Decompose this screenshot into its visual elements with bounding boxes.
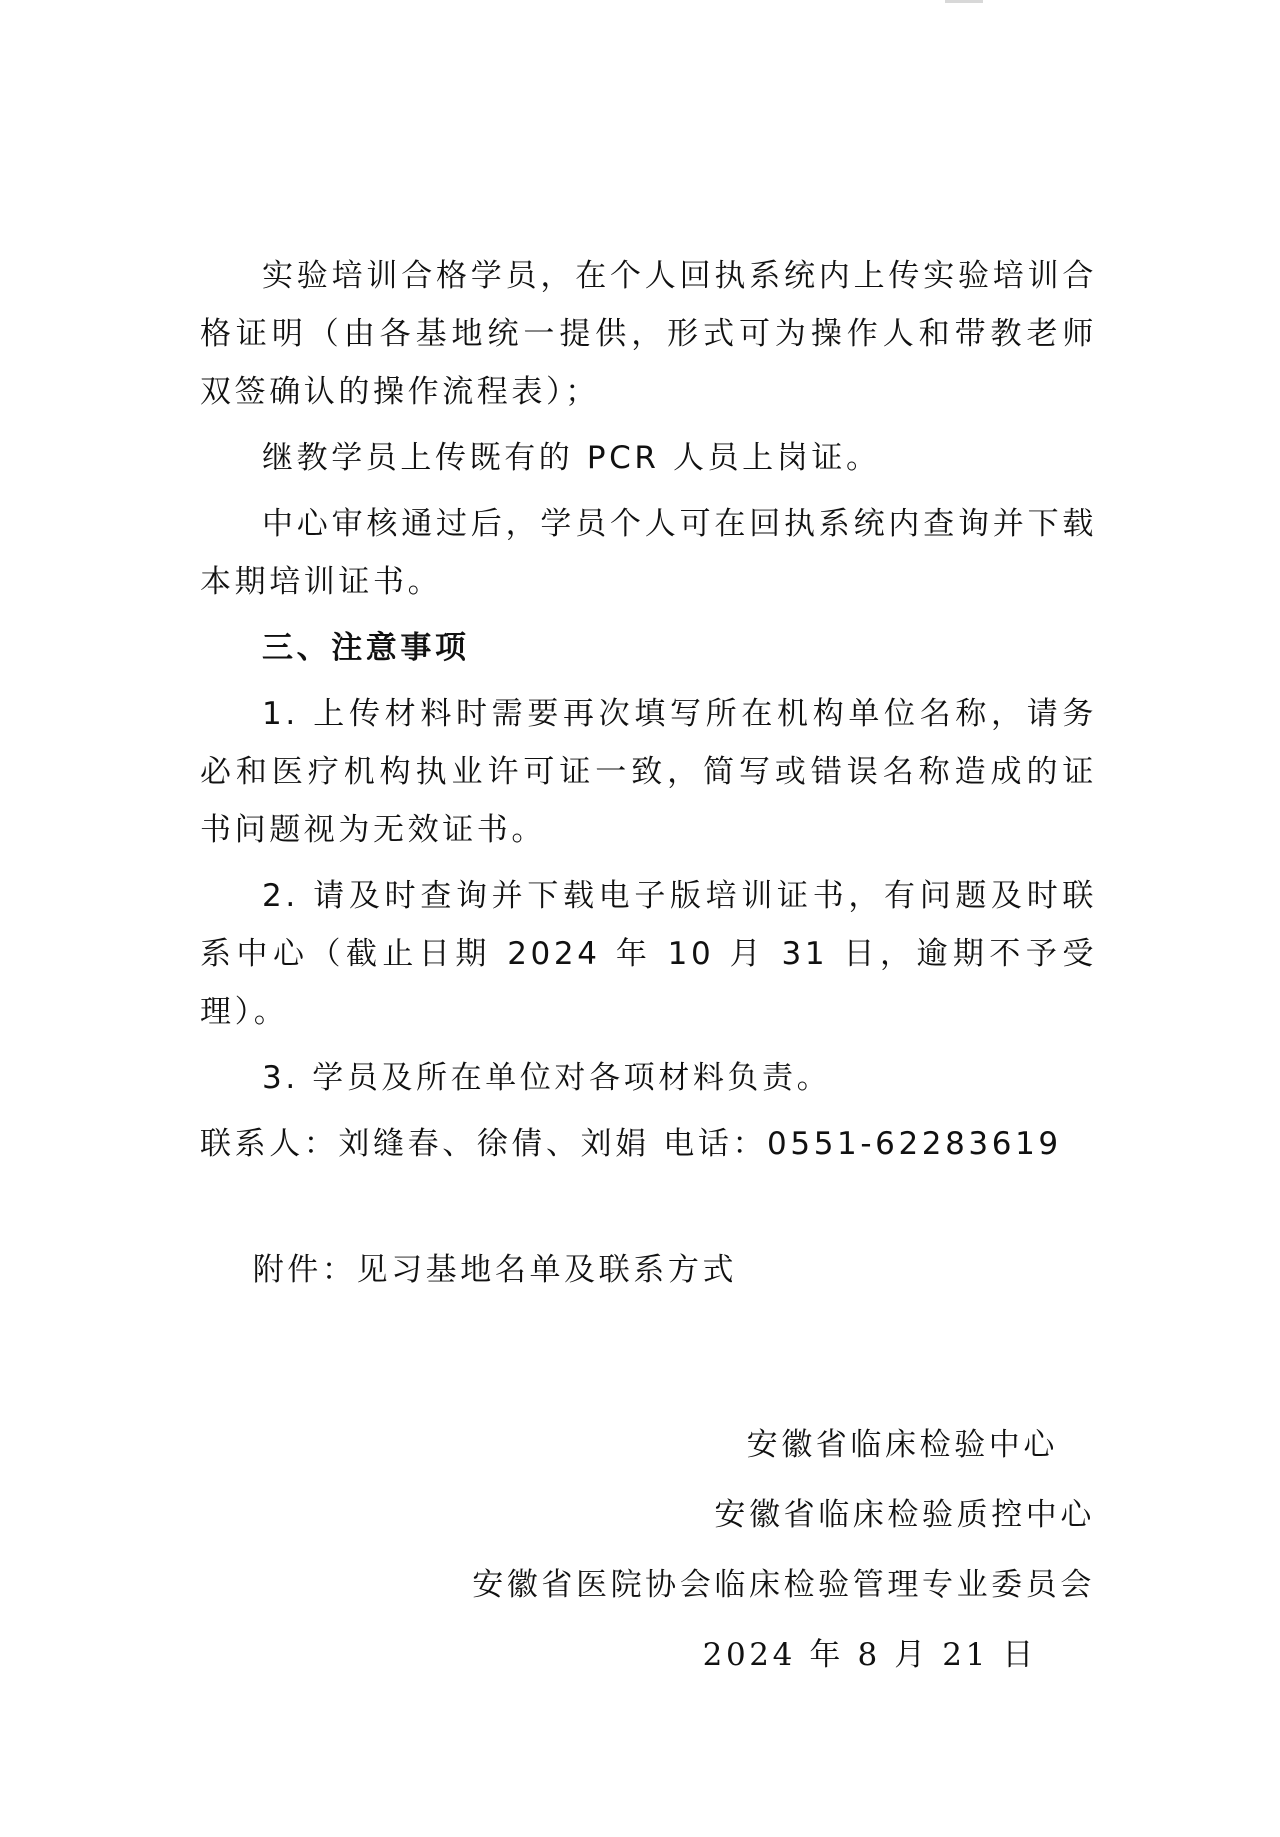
document-body: [200, 247, 1097, 1299]
notice-item-1: 1. 上传材料时需要再次填写所在机构单位名称，请务必和医疗机构执业许可证一致，简写或错误名称造成的证书问题视为无效证书。: [200, 696, 1097, 848]
paragraph-continuing-education: 继教学员上传既有的 PCR 人员上岗证。: [262, 440, 881, 476]
signature-date: 2024 年 8 月 21 日: [702, 1637, 1037, 1673]
signature-org-quality-control-center: 安徽省临床检验质控中心: [714, 1497, 1095, 1533]
paragraph-certificate-upload: 实验培训合格学员，在个人回执系统内上传实验培训合格证明（由各基地统一提供，形式可为操作人和带教老师双签确认的操作流程表）；: [200, 258, 1097, 410]
contact-line: 联系人：刘缝春、徐倩、刘娟 电话：0551-62283619: [200, 1126, 1062, 1162]
attachment-line: 附件：见习基地名单及联系方式: [252, 1252, 738, 1288]
signature-block: [395, 1416, 1095, 1684]
notice-item-3: 3. 学员及所在单位对各项材料负责。: [262, 1060, 832, 1096]
notice-item-2: 2. 请及时查询并下载电子版培训证书，有问题及时联系中心（截止日期 2024 年 10 月 31 日，逾期不予受理）。: [200, 878, 1097, 1030]
paragraph-review-download: 中心审核通过后，学员个人可在回执系统内查询并下载本期培训证书。: [200, 506, 1097, 600]
signature-org-hospital-association: 安徽省医院协会临床检验管理专业委员会: [472, 1567, 1095, 1603]
scan-mark: [945, 0, 983, 3]
signature-org-clinical-lab-center: 安徽省临床检验中心: [746, 1427, 1058, 1463]
notice-heading: 三、注意事项: [262, 630, 470, 666]
